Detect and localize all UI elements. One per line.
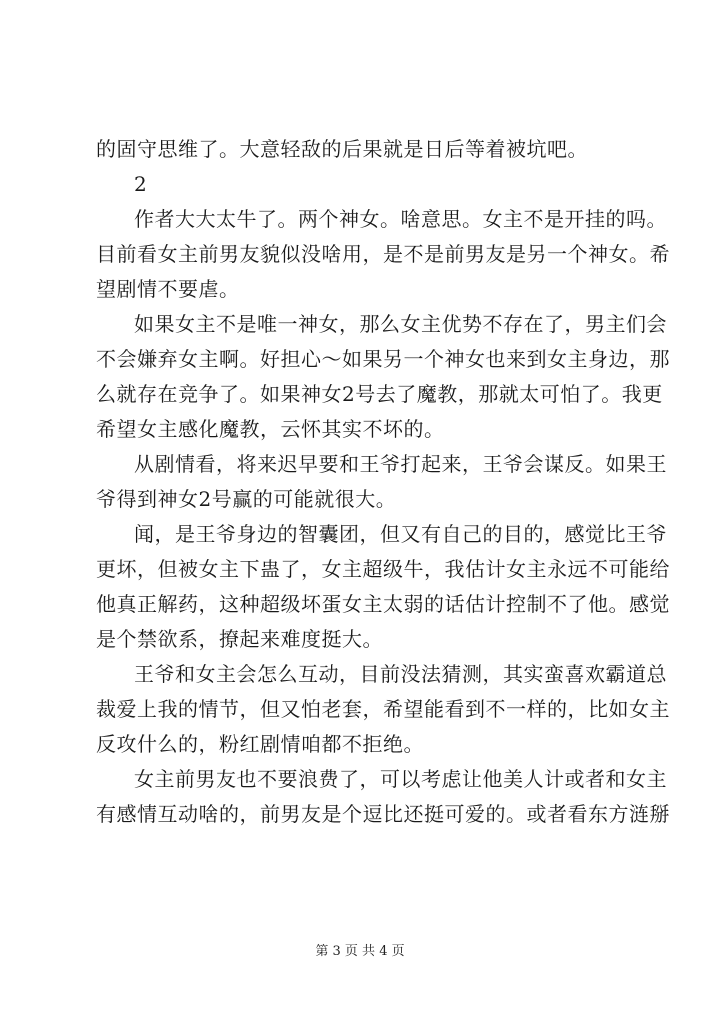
text-line: 更坏，但被女主下蛊了，女主超级牛，我估计女主永远不可能给 [96, 557, 670, 581]
text-line: 不会嫌弃女主啊。好担心～如果另一个神女也来到女主身边，那 [96, 347, 670, 371]
document-body [96, 132, 670, 832]
section-number: 2 [134, 172, 148, 196]
text-line: 他真正解药，这种超级坏蛋女主太弱的话估计控制不了他。感觉 [96, 592, 670, 616]
text-line: 反攻什么的，粉红剧情咱都不拒绝。 [96, 732, 424, 756]
text-line: 么就存在竞争了。如果神女2号去了魔教，那就太可怕了。我更 [96, 382, 663, 406]
body-text [96, 132, 670, 832]
text-line: 女主前男友也不要浪费了，可以考虑让他美人计或者和女主 [134, 767, 667, 791]
text-line: 从剧情看，将来迟早要和王爷打起来，王爷会谋反。如果王 [134, 452, 667, 476]
text-line: 闻，是王爷身边的智囊团，但又有自己的目的，感觉比王爷 [134, 522, 667, 546]
text-line: 希望女主感化魔教，云怀其实不坏的。 [96, 417, 445, 441]
text-line: 王爷和女主会怎么互动，目前没法猜测，其实蛮喜欢霸道总 [134, 662, 667, 686]
page-number-label: 第 3 页 共 4 页 [315, 944, 405, 959]
page-footer [0, 940, 720, 959]
text-line: 的固守思维了。大意轻敌的后果就是日后等着被坑吧。 [96, 137, 588, 161]
text-line: 作者大大太牛了。两个神女。啥意思。女主不是开挂的吗。 [134, 207, 667, 231]
text-line: 望剧情不要虐。 [96, 277, 240, 301]
text-line: 目前看女主前男友貌似没啥用，是不是前男友是另一个神女。希 [96, 242, 670, 266]
text-line: 有感情互动啥的，前男友是个逗比还挺可爱的。或者看东方涟掰 [96, 802, 670, 826]
text-line: 是个禁欲系，撩起来难度挺大。 [96, 627, 383, 651]
text-line: 如果女主不是唯一神女，那么女主优势不存在了，男主们会 [134, 312, 667, 336]
text-line: 裁爱上我的情节，但又怕老套，希望能看到不一样的，比如女主 [96, 697, 670, 721]
text-line: 爷得到神女2号赢的可能就很大。 [96, 487, 397, 511]
